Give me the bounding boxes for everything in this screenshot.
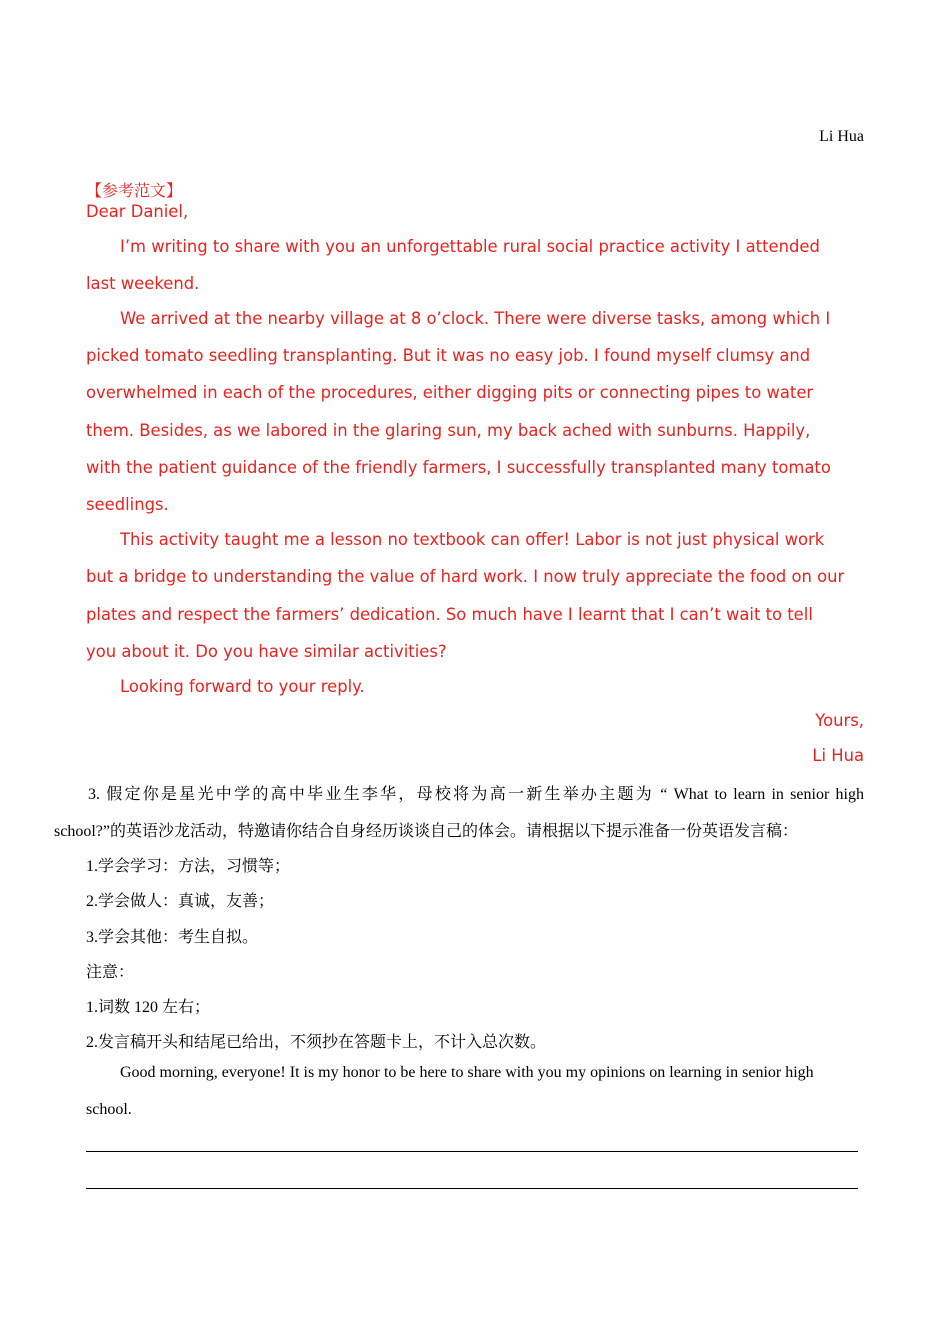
sample-line: but a bridge to understanding the value of hard work. I now truly appreciate the food on our bbox=[86, 567, 845, 586]
sample-line: picked tomato seedling transplanting. But it was no easy job. I found myself clumsy and bbox=[86, 346, 811, 365]
prompt-point: 1.学会学习：方法，习惯等； bbox=[86, 858, 291, 875]
sample-closing: Yours, bbox=[815, 711, 864, 730]
sample-signature: Li Hua bbox=[812, 746, 864, 765]
sample-line: with the patient guidance of the friendly farmers, I successfully transplanted many tomato bbox=[86, 458, 831, 477]
prompt-point: 3.学会其他：考生自拟。 bbox=[86, 929, 259, 946]
answer-line[interactable] bbox=[86, 1188, 858, 1189]
prompt-point: 2.学会做人：真诚，友善； bbox=[86, 893, 275, 910]
speech-opening-line-2: school. bbox=[86, 1101, 132, 1118]
speech-opening-line-1: Good morning, everyone! It is my honor to be here to share with you my opinions on learning in senior high bbox=[120, 1064, 814, 1081]
previous-signature: Li Hua bbox=[819, 128, 864, 145]
note-item: 2.发言稿开头和结尾已给出，不须抄在答题卡上，不计入总次数。 bbox=[86, 1034, 547, 1051]
sample-line: overwhelmed in each of the procedures, either digging pits or connecting pipes to water bbox=[86, 383, 814, 402]
question-3-line-2: school?”的英语沙龙活动，特邀请你结合自身经历谈谈自己的体会。请根据以下提示准备一份英语发言稿： bbox=[54, 823, 798, 840]
sample-heading: 【参考范文】 bbox=[86, 183, 183, 200]
sample-greeting: Dear Daniel, bbox=[86, 202, 189, 221]
sample-line: Looking forward to your reply. bbox=[120, 677, 365, 696]
sample-line: I’m writing to share with you an unforgettable rural social practice activity I attended bbox=[120, 237, 820, 256]
sample-line: seedlings. bbox=[86, 495, 169, 514]
question-3-line-1: 3. 假定你是星光中学的高中毕业生李华，母校将为高一新生举办主题为 “ What to learn in senior high bbox=[88, 786, 864, 803]
notes-title: 注意： bbox=[86, 964, 135, 981]
note-item: 1.词数 120 左右； bbox=[86, 999, 211, 1016]
sample-line: We arrived at the nearby village at 8 o’clock. There were diverse tasks, among which I bbox=[120, 309, 831, 328]
answer-line[interactable] bbox=[86, 1151, 858, 1152]
sample-line: them. Besides, as we labored in the glaring sun, my back ached with sunburns. Happily, bbox=[86, 421, 811, 440]
sample-line: you about it. Do you have similar activities? bbox=[86, 642, 447, 661]
sample-line: last weekend. bbox=[86, 274, 200, 293]
sample-line: This activity taught me a lesson no textbook can offer! Labor is not just physical work bbox=[120, 530, 825, 549]
sample-line: plates and respect the farmers’ dedication. So much have I learnt that I can’t wait to tell bbox=[86, 605, 813, 624]
